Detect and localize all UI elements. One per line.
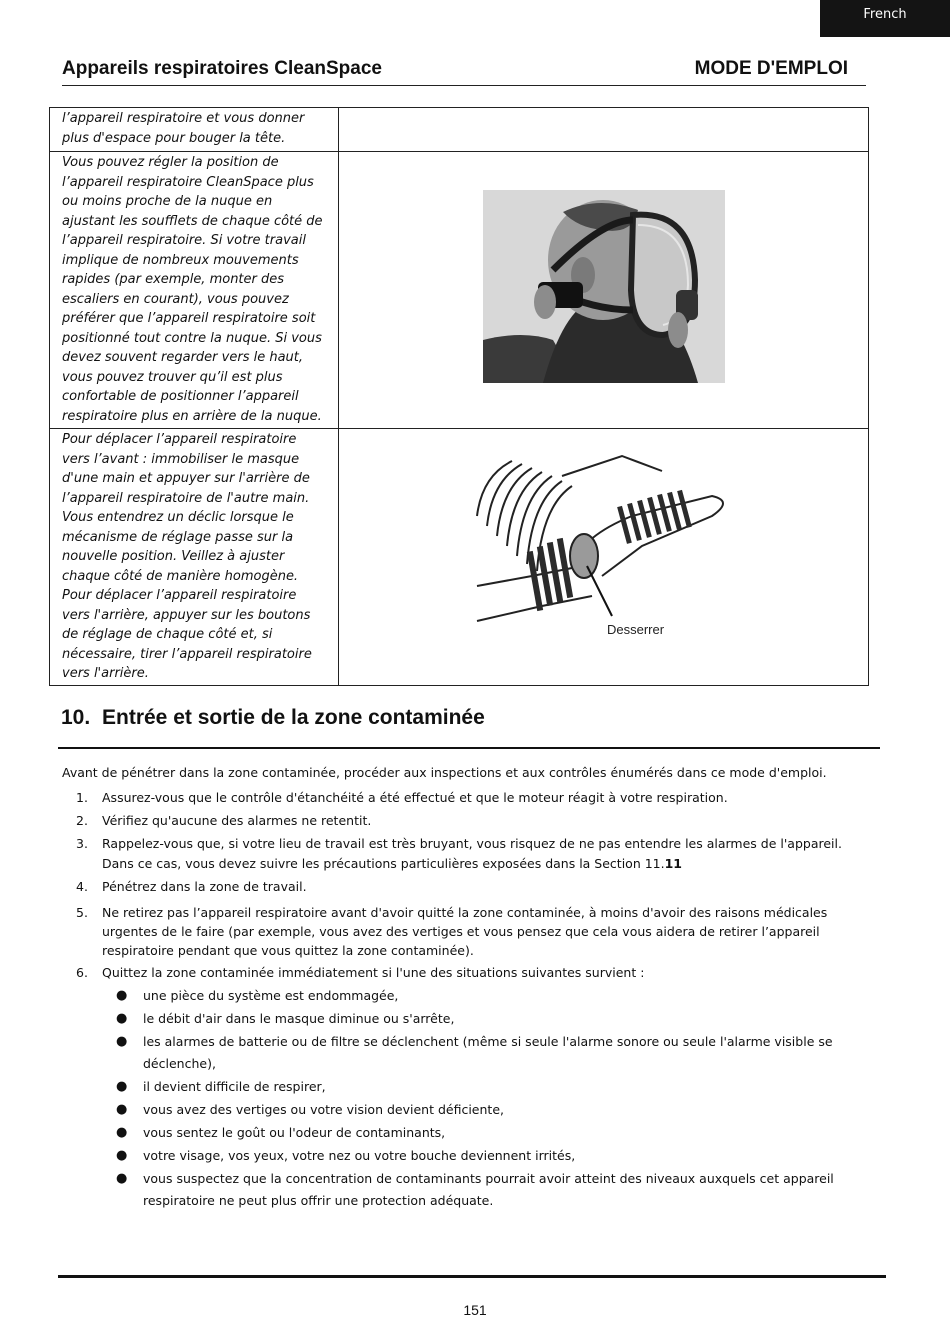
list-item <box>62 834 862 873</box>
bullet-text: vous sentez le goût ou l'odeur de contaminants, <box>143 1124 446 1140</box>
document-type: MODE D'EMPLOI <box>694 58 848 79</box>
table-cell-image <box>339 152 869 429</box>
list-text: Quittez la zone contaminée immédiatement si l'une des situations suivantes survient : <box>102 965 645 980</box>
bullet-text: une pièce du système est endommagée, <box>143 987 399 1003</box>
language-tab: French <box>820 0 950 37</box>
table-cell-text: Pour déplacer l’appareil respiratoire vers l’avant : immobiliser le masque d'une main et appuyer sur l'arrière de l’appareil respiratoire de l'autre main. Vous entendrez un déclic lorsque le mécanisme de réglage passe sur la nouvelle position. Veillez à ajuster chaque côté de manière homogène. Pour déplacer l’appareil respiratoire vers l'arrière, appuyer sur les boutons de réglage de chaque côté et, si nécessaire, tirer l’appareil respiratoire vers l'arrière. <box>50 429 339 686</box>
list-text: Pénétrez dans la zone de travail. <box>102 879 307 894</box>
list-text: Vérifiez qu'aucune des alarmes ne retentit. <box>102 813 372 828</box>
bullet-icon: ● <box>116 1010 128 1026</box>
bullet-item <box>102 1122 862 1144</box>
list-number: 5. <box>76 904 88 920</box>
document-title: Appareils respiratoires CleanSpace <box>62 58 382 79</box>
bullet-text: les alarmes de batterie ou de filtre se déclenchent (même si seule l'alarme sonore ou seule l'alarme visible se déclenche), <box>143 1033 833 1071</box>
bullet-icon: ● <box>116 1101 128 1117</box>
bullet-item <box>102 1031 862 1075</box>
table-row <box>50 429 869 686</box>
list-number: 2. <box>76 813 88 828</box>
diagram-label-loosen: Desserrer <box>607 622 665 637</box>
bullet-item <box>102 1008 862 1030</box>
list-number: 4. <box>76 879 88 894</box>
footer-divider <box>58 1275 886 1278</box>
page-number: 151 <box>463 1302 487 1318</box>
section-intro: Avant de pénétrer dans la zone contaminée, procéder aux inspections et aux contrôles énumérés dans ce mode d'emploi. <box>62 765 827 780</box>
table-cell-text: Vous pouvez régler la position de l’appareil respiratoire CleanSpace plus ou moins proche de la nuque en ajustant les soufflets de chaque côté de l’appareil respiratoire. Si votre travail implique de nombreux mouvements rapides (par exemple, monter des escaliers en courant), vous pouvez préférer que l’appareil respiratoire soit positionné tout contre la nuque. Si vous devez souvent regarder vers le haut, vous pouvez trouver qu’il est plus confortable de positionner l’appareil respiratoire plus en arrière de la nuque. <box>50 152 339 429</box>
bullet-item <box>102 1099 862 1121</box>
bullet-icon: ● <box>116 987 128 1003</box>
bullet-icon: ● <box>116 1033 128 1049</box>
table-cell-empty <box>339 108 869 152</box>
bullet-text: il devient difficile de respirer, <box>143 1078 326 1094</box>
bullet-item <box>102 1145 862 1167</box>
bullet-item <box>102 1168 862 1212</box>
list-number: 3. <box>76 836 88 851</box>
section-number: 10. <box>61 706 91 729</box>
bullet-item <box>102 1076 862 1098</box>
bullet-text: vous avez des vertiges ou votre vision devient déficiente, <box>143 1101 504 1117</box>
bullet-icon: ● <box>116 1124 128 1140</box>
table-cell-image <box>339 429 869 686</box>
bullet-text: vous suspectez que la concentration de contaminants pourrait avoir atteint des niveaux auxquels cet appareil respiratoire ne peut plus offrir une protection adéquate. <box>143 1170 834 1208</box>
list-item <box>62 963 862 1212</box>
section-heading <box>58 700 880 749</box>
table-row <box>50 108 869 152</box>
list-text: Assurez-vous que le contrôle d'étanchéité a été effectué et que le moteur réagit à votre respiration. <box>102 790 728 805</box>
table-cell-text: l’appareil respiratoire et vous donner plus d'espace pour bouger la tête. <box>50 108 339 152</box>
bullet-text: votre visage, vos yeux, votre nez ou votre bouche deviennent irrités, <box>143 1147 576 1163</box>
bullet-item <box>102 985 862 1007</box>
list-item <box>62 903 862 960</box>
bullet-text: le débit d'air dans le masque diminue ou s'arrête, <box>143 1010 455 1026</box>
table-row <box>50 152 869 429</box>
respirator-adjustment-photo <box>483 190 725 383</box>
bullet-icon: ● <box>116 1147 128 1163</box>
list-item <box>62 811 862 831</box>
list-item <box>62 788 862 808</box>
list-number: 1. <box>76 790 88 805</box>
bullet-icon: ● <box>116 1170 128 1186</box>
page-header <box>62 58 866 86</box>
section-title: Entrée et sortie de la zone contaminée <box>102 706 485 729</box>
list-number: 6. <box>76 965 88 980</box>
numbered-list <box>62 788 862 1215</box>
list-text: Ne retirez pas l’appareil respiratoire avant d'avoir quitté la zone contaminée, à moins d'avoir des raisons médicales urgentes de le faire (par exemple, vous avez des vertiges et vous pensez que cela vous aidera de retirer l’appareil respiratoire pendant que vous quittez la zone contaminée). <box>102 904 828 958</box>
section-reference: 11 <box>664 855 682 871</box>
instructions-table <box>49 107 869 686</box>
bullet-list <box>102 985 862 1212</box>
list-item <box>62 877 862 897</box>
bullet-icon: ● <box>116 1078 128 1094</box>
list-text: Rappelez-vous que, si votre lieu de travail est très bruyant, vous risquez de ne pas entendre les alarmes de l'appareil. Dans ce cas, vous devez suivre les précautions particulières exposées dans la Section 11. <box>102 836 842 871</box>
adjustment-mechanism-diagram <box>472 446 734 639</box>
